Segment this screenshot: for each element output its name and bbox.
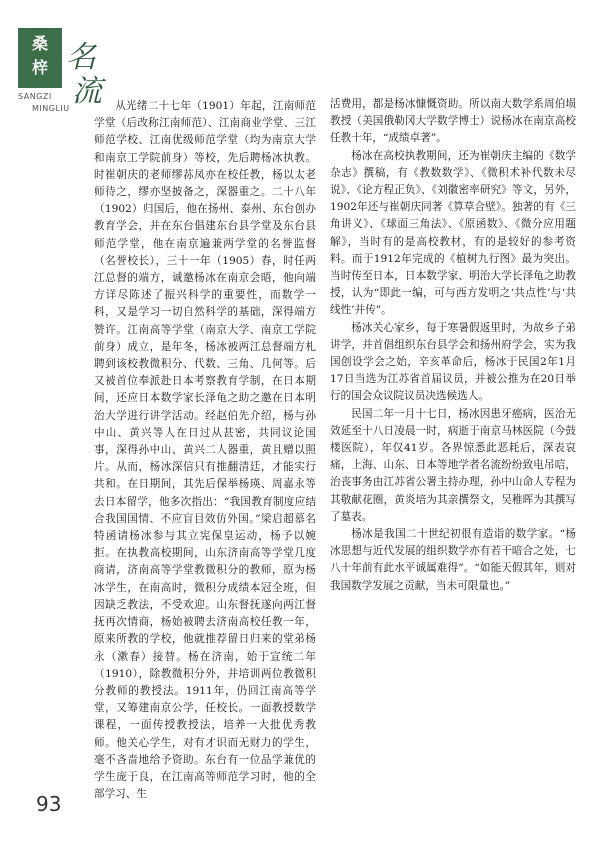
right-column [330, 96, 576, 595]
paragraph: 从光绪二十七年（1901）年起，江南师范学堂（后改称江南师范）、江南商业学堂、三江师范学校、江南优级师范学堂（均为南京大学和南京工学院前身）等校，先后聘杨冰执教。时崔朝庆的老师缪荪凤亦在校任教，杨以太老师待之，缪亦坚披备之，深器重之。二十八年（1902）归国后，他在扬州、泰州、东台创办教育学会，并在东台倡建东台县学堂及东台县师范学堂，他在南京遍兼两学堂的名誉监督（名誉校长），三十一年（1905）春，时任两江总督的端方，诚邀杨冰在南京会晤，他向端方详尽陈述了振兴科学的重要性，而数学一科，又是学习一切自然科学的基础，深得端方赞许。江南高等学堂（南京大学、南京工学院前身）成立，是年冬，杨冰被两江总督端方札聘到该校教微积分、代数、三角、几何等。后又被首位奉派赴日本考察教育学制，在日本期间，还应日本数学家长泽龟之助之邀在日本明治大学进行讲学活动。经赵伯先介绍，杨与孙中山、黄兴等人在日过从甚密，共同议论国事，深得孙中山、黄兴二人器重，黄且赠以照片。从而，杨冰深信只有推翻清廷，才能实行共和。在日期间，其先后保举杨瑛、周嘉永等去日本留学，他多次指出：“我国教育制度应结合我国国情、不应盲目效仿外国。”梁启超慕名特函请杨冰参与其立宪保皇运动，杨予以婉拒。在执教高校期间，山东济南高等学堂几度商请，济南高等学堂教微积分的教师，原为杨冰学生，在南高时，微积分成绩本冠全班，但因缺乏教法，不受欢迎。山东督抚遂向两江督抚再次情商，杨始被聘去济南高校任教一年，原来所教的学校，他就推荐留日归来的堂弟杨永（漱春）接替。杨在济南，始于宣统二年（1910），除教微积分外，并培训两位教微积分教师的教授法。1911年，仍回江南高等学堂，又筹建南京公学，任校长。一面教授数学课程，一面传授教授法，培养一大批优秀教师。他关心学生，对有才识而无财力的学生，毫不吝啬地给予资助。东台有一位品学兼优的学生庞于良，在江南高等师范学习时，他的全部学习、生 [94, 100, 316, 801]
logo-char-sang: 桑 [31, 34, 48, 53]
page-number: 93 [36, 792, 62, 816]
paragraph: 杨冰是我国二十世纪初很有造诣的数学家。“杨冰思想与近代发展的组织数学亦有若干暗合之处，七八十年前有此水平诚属难得”。“如能天假其年，则对我国数学发展之贡献，当未可限量也。” [330, 528, 576, 592]
logo-box [18, 28, 62, 88]
left-column [94, 98, 316, 803]
logo-char-liu: 流 [72, 74, 102, 109]
logo-char-zi: 梓 [31, 58, 48, 77]
paragraph: 民国二年一月十七日，杨冰因患牙癌病，医治无效延至十八日凌晨一时，病逝于南京马林医院（今鼓楼医院），年仅41岁。各界惊悉此恶耗后，深表哀痛，上海、山东、日本等地学者名流纷纷致电吊唁，治丧事务由江苏省公署主持办理，孙中山命人专程为其敬献花圈，黄炎培为其亲撰祭文，吴稚晖为其撰写了墓表。 [330, 407, 576, 523]
logo-char-ming: 名 [66, 40, 96, 75]
logo-pinyin-sangzi: SANGZI [18, 92, 52, 101]
paragraph: 杨冰在高校执教期间，还为崔朝庆主编的《数学杂志》撰稿，有《教数数学》、《微积术补代数未尽说》、《论方程正负》、《刘徽密率研究》等文，另外，1902年还与崔朝庆同著《算草合壁》。独著的有《三角讲义》、《球面三角法》、《原函数》、《微分应用题解》，当时有的是高校教材，有的是较好的参考资料。而于1912年完成的《植树九行图》最为突出。当时传至日本，日本数学家、明治大学长泽龟之助教授，认为“即此一编，可与西方发明之‘共点性’与‘共线性’并传”。 [330, 149, 576, 317]
paragraph-continued: 活费用，都是杨冰慷慨资助。所以南大数学系周伯埙教授（美国俄勒冈大学数学博士）说杨冰在南京高校任教十年，“成绩卓著”。 [330, 98, 576, 145]
paragraph: 杨冰关心家乡，每于寒暑假返里时，为故乡子弟讲学，并首倡组织东台县学会和扬州府学会，实为我国创设学会之始，辛亥革命后，杨冰于民国2年1月17日当选为江苏省首届议员，并被公推为在20日举行的国会众议院议员决选候选人。 [330, 321, 576, 403]
logo-pinyin-mingliu: MINGLIU [32, 104, 70, 113]
